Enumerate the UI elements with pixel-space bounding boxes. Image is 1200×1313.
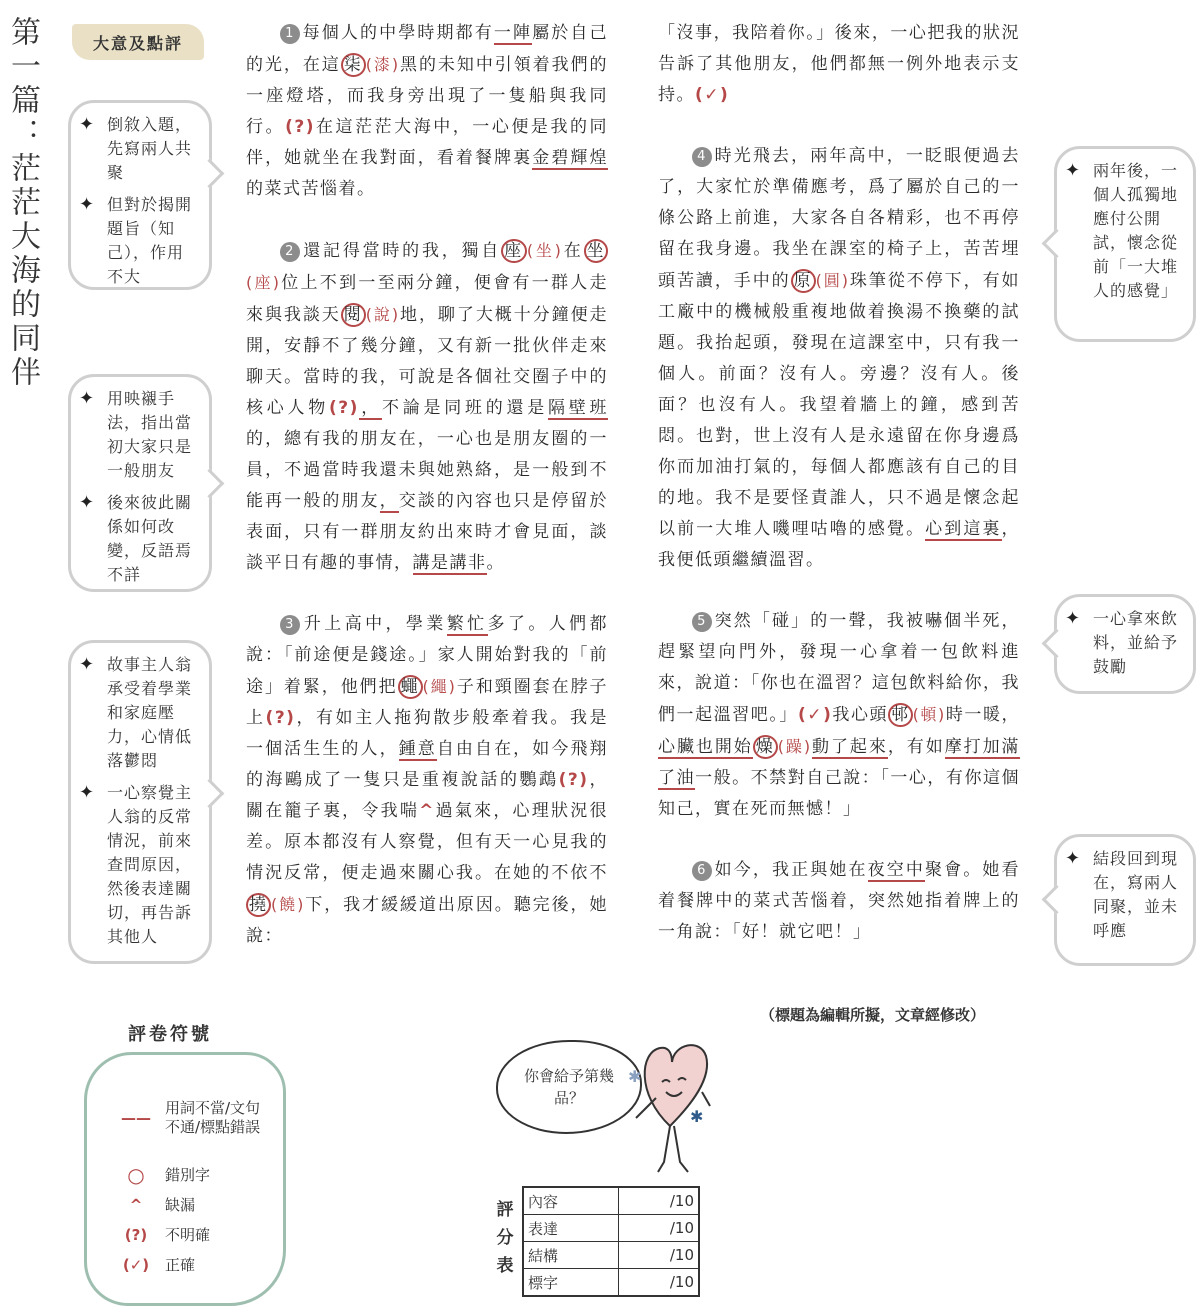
heart-character-illustration bbox=[626, 1022, 716, 1182]
star-icon: ✦ bbox=[79, 114, 96, 135]
svg-text:✱: ✱ bbox=[628, 1067, 642, 1086]
section-banner: 大意及點評 bbox=[72, 24, 204, 60]
star-icon: ✦ bbox=[79, 654, 96, 675]
comment-item: ✦ 但對於揭開題旨（知己），作用不大 bbox=[79, 194, 193, 286]
legend-item: (?) 不明確 bbox=[107, 1225, 210, 1245]
speech-cloud: 你會給予第幾品？ bbox=[496, 1040, 642, 1134]
typo-mark: 柒 bbox=[341, 53, 366, 77]
paragraph-number: 5 bbox=[692, 612, 712, 632]
score-table bbox=[522, 1186, 700, 1297]
star-icon: ✦ bbox=[1065, 848, 1082, 869]
paragraph-4: 4 時光飛去，兩年高中，一眨眼便過去了，大家忙於準備應考，爲了屬於自己的一條公路上前進，大家各自各精彩，也不再停留在我身邊。我坐在課室的椅子上，苦苦埋頭苦讀，手中的 原 (圓)珠筆從不停下，有如工廠中的機械般重複地做着換湯不換藥的試題。我抬起頭，發現在這課室中，只有我一個人。前面？沒有人。旁邊？沒有人。後面？也沒有人。我望着牆上的鐘，感到苦悶。也對，世上沒有人是永遠留在你身邊爲你而加油打氣的，每個人都應該有自己的目的地。我不是要怪責誰人，只不過是懷念起以前一大堆人嘰哩咕嚕的感覺。心到這裏，我便低頭繼續溫習。 bbox=[658, 146, 1021, 570]
svg-text:✱: ✱ bbox=[690, 1107, 704, 1126]
legend-item: —— 用詞不當/文句不通/標點錯誤 bbox=[107, 1099, 261, 1137]
legend-item: (✓) 正確 bbox=[107, 1255, 195, 1275]
caret-symbol: ^ bbox=[129, 1196, 143, 1214]
comment-item: ✦ 用映襯手法，指出當初大家只是一般朋友 bbox=[79, 388, 193, 480]
editor-note: （標題為編輯所擬，文章經修改） bbox=[760, 1006, 986, 1024]
comment-bubble-left-2 bbox=[68, 374, 212, 592]
paragraph-number: 6 bbox=[692, 861, 712, 881]
comment-item: ✦ 一心察覺主人翁的反常情況，前來查問原因，然後表達關切，再告訴其他人 bbox=[79, 782, 193, 946]
table-row: 內容 /10 bbox=[523, 1187, 699, 1215]
typo-mark: 蠅 bbox=[398, 675, 423, 699]
table-row: 標字 /10 bbox=[523, 1269, 699, 1297]
marking-legend bbox=[84, 1052, 286, 1306]
typo-mark: 坐 bbox=[584, 239, 609, 263]
essay-column-left bbox=[246, 18, 608, 982]
typo-mark: 閱 bbox=[341, 303, 366, 327]
paragraph-6: 6 如今，我正與她在夜空中聚會。她看着餐牌中的菜式苦惱着，突然她指着牌上的一角說：「好！就它吧！」 bbox=[658, 860, 1020, 942]
underline-symbol: —— bbox=[121, 1109, 151, 1127]
star-icon: ✦ bbox=[79, 194, 96, 215]
typo-mark: 邨 bbox=[888, 703, 913, 727]
star-icon: ✦ bbox=[1065, 608, 1082, 629]
table-row: 表達 /10 bbox=[523, 1215, 699, 1242]
comment-bubble-left-1 bbox=[68, 100, 212, 290]
paragraph-1: 1 每個人的中學時期都有一陣屬於自己的光，在這 柒 (漆)黑的未知中引領着我們的一座燈塔，而我身旁出現了一隻船與我同行。(?)在這茫茫大海中，一心便是我的同伴，她就坐在我對面，看着餐牌裏金碧輝煌的菜式苦惱着。 bbox=[246, 23, 609, 199]
paragraph-2: 2 還記得當時的我，獨自 座 (坐)在 坐(座)位上不到一至兩分鐘，便會有一群人走來與我談天 閱 (說)地，聊了大概十分鐘便走開，安靜不了幾分鐘，又有新一批伙伴走來聊天。當時的我，可說是各個社交圈子中的核心人物(?)，不論是同班的還是隔壁班的，總有我的朋友在，一心也是朋友圈的一員，不過當時我還未與她熟絡，是一般到不能再一般的朋友，交談的內容也只是停留於表面，只有一群朋友約出來時才會見面，談談平日有趣的事情，講是講非。 bbox=[246, 241, 609, 573]
star-icon: ✦ bbox=[79, 782, 96, 803]
paragraph-3-continued: 「沒事，我陪着你。」後來，一心把我的狀況告訴了其他朋友，他們都無一例外地表示支持。(✓) bbox=[658, 23, 1020, 105]
comment-item: ✦ 倒敘入題，先寫兩人共聚 bbox=[79, 114, 193, 182]
star-icon: ✦ bbox=[79, 388, 96, 409]
typo-mark: 座 bbox=[501, 239, 527, 263]
comment-item: ✦ 兩年後，一個人孤獨地應付公開試，懷念從前「一大堆人的感覺」 bbox=[1065, 160, 1179, 300]
circle-symbol: ○ bbox=[127, 1163, 145, 1187]
table-row: 結構 /10 bbox=[523, 1242, 699, 1269]
check-symbol: (✓) bbox=[122, 1256, 150, 1274]
star-icon: ✦ bbox=[79, 492, 96, 513]
comment-bubble-right-3 bbox=[1054, 834, 1196, 966]
star-icon: ✦ bbox=[1065, 160, 1082, 181]
comment-item: ✦ 一心拿來飲料，並給予鼓勵 bbox=[1065, 608, 1179, 676]
page-title: 第一篇：茫茫大海的同伴 bbox=[5, 16, 40, 390]
essay-column-right bbox=[658, 18, 1020, 978]
comment-item: ✦ 故事主人翁承受着學業和家庭壓力，心情低落鬱悶 bbox=[79, 654, 193, 770]
comment-bubble-right-1 bbox=[1054, 146, 1196, 342]
typo-mark: 撓 bbox=[246, 893, 271, 917]
legend-item: ^ 缺漏 bbox=[107, 1195, 195, 1215]
typo-mark: 原 bbox=[791, 269, 816, 293]
comment-bubble-right-2 bbox=[1054, 594, 1196, 694]
legend-title: 評卷符號 bbox=[128, 1024, 212, 1045]
legend-item: ○ 錯別字 bbox=[107, 1165, 210, 1185]
paragraph-3: 3 升上高中，學業繁忙多了。人們都說：「前途便是錢途。」家人開始對我的「前途」着緊，他們把 蠅 (繩)子和頸圈套在脖子上(?)，有如主人拖狗散步般牽着我。我是一個活生生的人，鍾意自由自在，如今飛翔的海鷗成了一隻只是重複說話的鸚鵡(?)，關在籠子裏，令我喘^過氣來，心理狀況很差。原本都沒有人察覺，但有天一心見我的情況反常，便走過來關心我。在她的不依不撓 (饒)下，我才緩緩道出原因。聽完後，她說： bbox=[246, 614, 609, 946]
comment-item: ✦ 後來彼此關係如何改變，反語焉不詳 bbox=[79, 492, 193, 584]
paragraph-number: 2 bbox=[280, 242, 300, 262]
omission-mark: ^ bbox=[419, 801, 435, 821]
comment-item: ✦ 結段回到現在，寫兩人同聚，並未呼應 bbox=[1065, 848, 1179, 940]
typo-mark: 燥 bbox=[753, 735, 778, 759]
question-symbol: (?) bbox=[124, 1226, 148, 1244]
comment-bubble-left-3 bbox=[68, 640, 212, 964]
paragraph-number: 4 bbox=[692, 147, 712, 167]
score-label: 評分表 bbox=[496, 1200, 514, 1276]
paragraph-number: 1 bbox=[280, 24, 300, 44]
paragraph-5: 5 突然「碰」的一聲，我被嚇個半死，趕緊望向門外，發現一心拿着一包飲料進來，說道：「你也在溫習？這包飲料給你，我們一起溫習吧。」(✓)我心頭 邨 (頓)時一暖，心臟也開始 燥 (躁)動了起來，有如摩打加滿了油一般。不禁對自己說：「一心，有你這個知己，實在死而無憾！」 bbox=[658, 611, 1021, 819]
paragraph-number: 3 bbox=[280, 615, 300, 635]
